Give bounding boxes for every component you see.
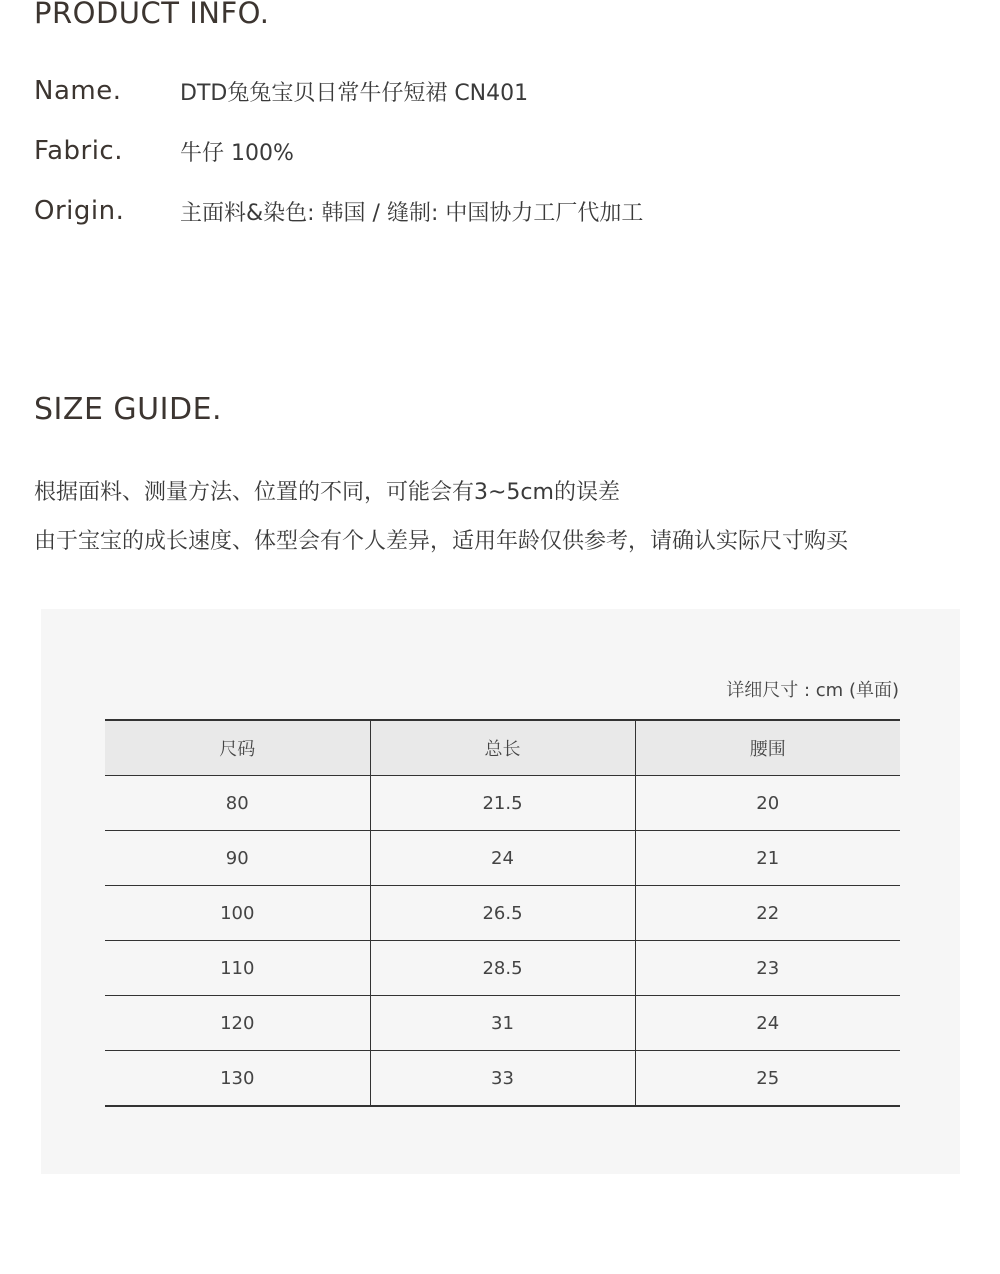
info-row-fabric xyxy=(34,134,294,168)
cell-waist: 22 xyxy=(635,886,900,941)
cell-total-length: 26.5 xyxy=(370,886,635,941)
cell-total-length: 31 xyxy=(370,996,635,1051)
cell-waist: 23 xyxy=(635,941,900,996)
header-size: 尺码 xyxy=(105,720,370,776)
unit-note: 详细尺寸 : cm (单面) xyxy=(726,680,899,701)
cell-total-length: 33 xyxy=(370,1051,635,1107)
cell-total-length: 24 xyxy=(370,831,635,886)
header-total-length: 总长 xyxy=(370,720,635,776)
origin-label: Origin. xyxy=(34,196,125,226)
name-value: DTD兔兔宝贝日常牛仔短裙 CN401 xyxy=(180,80,529,106)
info-row-origin xyxy=(34,194,643,228)
cell-size: 120 xyxy=(105,996,370,1051)
cell-waist: 21 xyxy=(635,831,900,886)
size-table-panel xyxy=(41,609,960,1174)
cell-size: 110 xyxy=(105,941,370,996)
table-row xyxy=(105,886,900,941)
size-guide-title: SIZE GUIDE. xyxy=(34,392,223,427)
cell-size: 90 xyxy=(105,831,370,886)
cell-size: 100 xyxy=(105,886,370,941)
cell-waist: 20 xyxy=(635,776,900,831)
cell-size: 80 xyxy=(105,776,370,831)
fabric-value: 牛仔 100% xyxy=(180,140,294,166)
table-row xyxy=(105,941,900,996)
table-row xyxy=(105,996,900,1051)
table-row xyxy=(105,831,900,886)
header-waist: 腰围 xyxy=(635,720,900,776)
cell-size: 130 xyxy=(105,1051,370,1107)
table-row xyxy=(105,1051,900,1107)
size-table-header-row xyxy=(105,720,900,776)
cell-waist: 25 xyxy=(635,1051,900,1107)
cell-waist: 24 xyxy=(635,996,900,1051)
cell-total-length: 28.5 xyxy=(370,941,635,996)
fabric-label: Fabric. xyxy=(34,136,123,166)
table-row xyxy=(105,776,900,831)
cell-total-length: 21.5 xyxy=(370,776,635,831)
size-note-1: 根据面料、测量方法、位置的不同，可能会有3~5cm的误差 xyxy=(34,480,620,505)
product-info-title: PRODUCT INFO. xyxy=(34,0,270,30)
info-row-name xyxy=(34,74,528,108)
origin-value: 主面料&染色: 韩国 / 缝制: 中国协力工厂代加工 xyxy=(180,200,644,226)
size-note-2: 由于宝宝的成长速度、体型会有个人差异，适用年龄仅供参考，请确认实际尺寸购买 xyxy=(34,529,849,554)
size-table xyxy=(105,719,900,1107)
name-label: Name. xyxy=(34,76,122,106)
